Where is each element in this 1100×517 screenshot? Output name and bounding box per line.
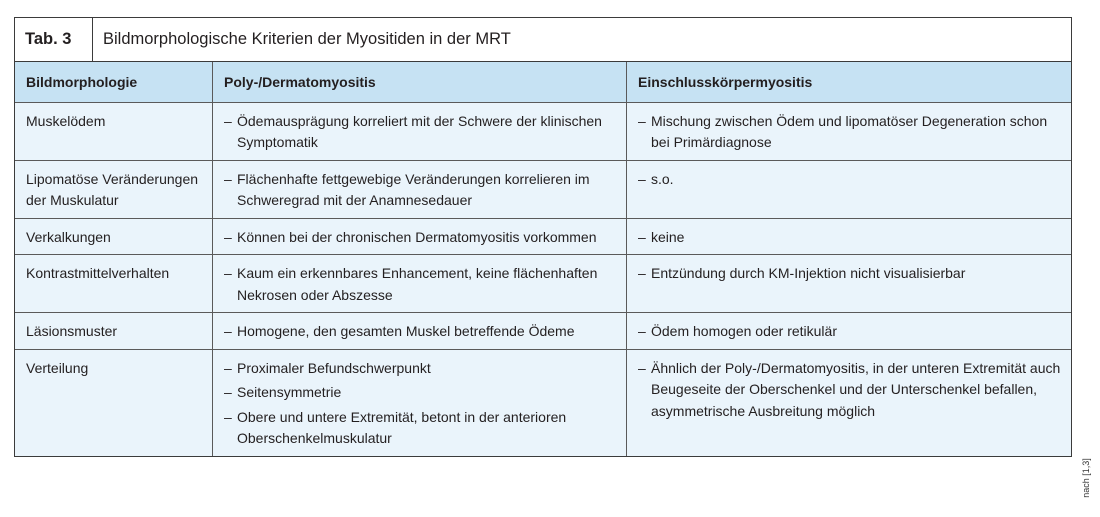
list-item	[638, 263, 1061, 285]
list-item-text: Ödem homogen oder retikulär	[651, 323, 837, 339]
list-item	[224, 111, 616, 154]
poly-dermatomyositis-cell	[213, 350, 627, 456]
inclusion-body-myositis-cell	[627, 161, 1071, 219]
list-item-text: keine	[651, 228, 685, 245]
dash-bullet: –	[224, 265, 232, 281]
poly-dermatomyositis-cell	[213, 161, 627, 219]
dash-bullet: –	[224, 170, 232, 187]
list-item-text: Obere und untere Extremität, betont in der anterioren Oberschenkelmuskulatur	[237, 408, 567, 446]
header-cell: Bildmorphologie	[15, 62, 213, 103]
criterion-cell: Kontrastmittelverhalten	[15, 255, 213, 313]
source-note-text: nach [1,3]	[1081, 458, 1091, 498]
list-item	[224, 382, 616, 404]
list-item	[638, 227, 1061, 249]
criterion-cell: Läsionsmuster	[15, 313, 213, 350]
list-item-text: Seitensymmetrie	[237, 384, 342, 400]
table-number: Tab. 3	[15, 18, 93, 61]
list-item-text: Können bei der chronischen Dermatomyositis vorkommen	[237, 228, 597, 245]
list-item	[224, 263, 616, 306]
list-item	[638, 169, 1061, 191]
inclusion-body-myositis-cell	[627, 219, 1071, 256]
dash-bullet: –	[638, 265, 646, 281]
table-title: Bildmorphologische Kriterien der Myositiden in der MRT	[103, 30, 511, 48]
list-item-text: Ähnlich der Poly-/Dermatomyositis, in der unteren Extremität auch Beugeseite der Oberschenkel und der Unterschenkel befallen, asymmetrische Ausbreitung möglich	[651, 359, 1061, 419]
source-note	[1076, 458, 1096, 498]
dash-bullet: –	[224, 359, 232, 376]
criterion-cell: Verkalkungen	[15, 219, 213, 256]
header-cell: Poly-/Dermatomyositis	[213, 62, 627, 103]
dash-bullet: –	[638, 112, 646, 129]
list-item-text: Ödemausprägung korreliert mit der Schwere der klinischen Symptomatik	[237, 112, 602, 150]
header-cell: Einschlusskörpermyositis	[627, 62, 1071, 103]
criterion-cell: Lipomatöse Veränderungen der Muskulatur	[15, 161, 213, 219]
list-item-text: Kaum ein erkennbares Enhancement, keine flächenhaften Nekrosen oder Abszesse	[237, 265, 598, 303]
dash-bullet: –	[638, 359, 646, 376]
inclusion-body-myositis-cell	[627, 313, 1071, 350]
dash-bullet: –	[224, 112, 232, 129]
criterion-cell: Muskelödem	[15, 103, 213, 161]
poly-dermatomyositis-cell	[213, 255, 627, 313]
inclusion-body-myositis-cell	[627, 350, 1071, 456]
dash-bullet: –	[224, 228, 232, 245]
list-item-text: Mischung zwischen Ödem und lipomatöser Degeneration schon bei Primärdiagnose	[651, 112, 1048, 150]
list-item	[638, 321, 1061, 343]
poly-dermatomyositis-cell	[213, 313, 627, 350]
dash-bullet: –	[638, 170, 646, 187]
dash-bullet: –	[638, 323, 646, 339]
list-item	[224, 169, 616, 212]
inclusion-body-myositis-cell	[627, 103, 1071, 161]
criterion-cell: Verteilung	[15, 350, 213, 456]
list-item	[638, 358, 1061, 423]
dash-bullet: –	[638, 228, 646, 245]
list-item-text: s.o.	[651, 170, 674, 187]
list-item	[224, 321, 616, 343]
list-item-text: Homogene, den gesamten Muskel betreffende Ödeme	[237, 323, 575, 339]
table-caption	[15, 18, 1071, 62]
list-item	[638, 111, 1061, 154]
list-item	[224, 227, 616, 249]
dash-bullet: –	[224, 323, 232, 339]
list-item-text: Proximaler Befundschwerpunkt	[237, 359, 431, 376]
dash-bullet: –	[224, 408, 232, 425]
list-item	[224, 407, 616, 450]
poly-dermatomyositis-cell	[213, 219, 627, 256]
list-item-text: Entzündung durch KM-Injektion nicht visualisierbar	[651, 265, 966, 281]
dash-bullet: –	[224, 384, 232, 400]
table-grid	[15, 62, 1071, 456]
list-item	[224, 358, 616, 380]
inclusion-body-myositis-cell	[627, 255, 1071, 313]
poly-dermatomyositis-cell	[213, 103, 627, 161]
list-item-text: Flächenhafte fettgewebige Veränderungen korrelieren im Schweregrad mit der Anamnesedauer	[237, 170, 590, 208]
criteria-table	[14, 17, 1072, 457]
